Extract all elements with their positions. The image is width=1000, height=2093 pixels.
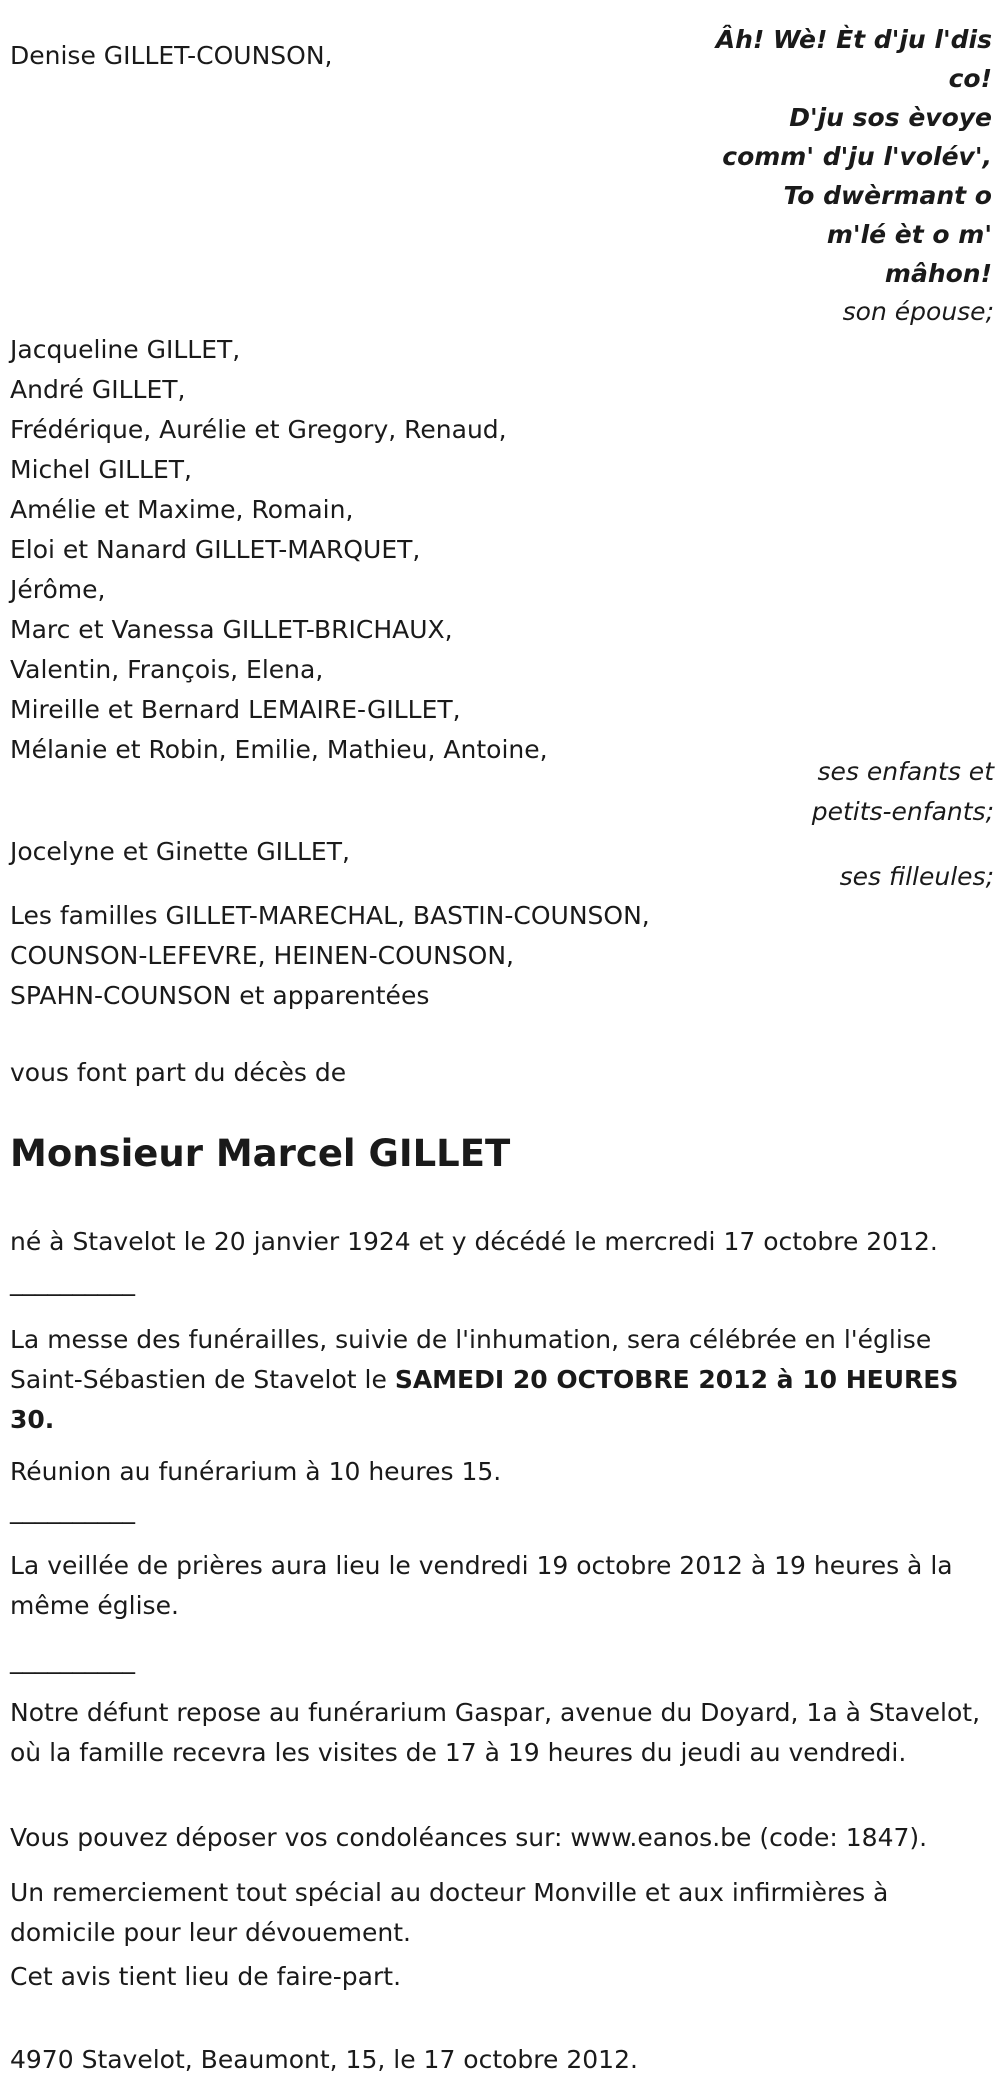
- funeral-info: [10, 1320, 992, 1440]
- poem-line: D'ju sos èvoye: [789, 103, 992, 132]
- family-line: Jacqueline GILLET,: [10, 335, 241, 364]
- announcement: vous font part du décès de: [10, 1058, 347, 1087]
- family-line: André GILLET,: [10, 375, 186, 404]
- spouse-role: son épouse;: [842, 297, 994, 326]
- condolences-info: Vous pouvez déposer vos condoléances sur: www.eanos.be (code: 1847).: [10, 1823, 928, 1852]
- family-line: Jérôme,: [10, 575, 106, 604]
- family-line: Valentin, François, Elena,: [10, 655, 324, 684]
- funeral-meeting: Réunion au funérarium à 10 heures 15.: [10, 1457, 502, 1486]
- family-line: COUNSON-LEFEVRE, HEINEN-COUNSON,: [10, 941, 514, 970]
- birth-death-info: né à Stavelot le 20 janvier 1924 et y décédé le mercredi 17 octobre 2012.: [10, 1227, 938, 1256]
- family-line: Frédérique, Aurélie et Gregory, Renaud,: [10, 415, 507, 444]
- repose-info: Notre défunt repose au funérarium Gaspar, avenue du Doyard, 1a à Stavelot, où la famille recevra les visites de 17 à 19 heures du jeudi au vendredi.: [10, 1698, 981, 1767]
- family-line: SPAHN-COUNSON et apparentées: [10, 981, 430, 1010]
- family-line: Les familles GILLET-MARECHAL, BASTIN-COUNSON,: [10, 901, 650, 930]
- poem-line: comm' d'ju l'volév',: [722, 142, 992, 171]
- poem-line: To dwèrmant o: [783, 181, 992, 210]
- separator: __________: [10, 1495, 135, 1524]
- family-line: Eloi et Nanard GILLET-MARQUET,: [10, 535, 421, 564]
- poem-line: Âh! Wè! Èt d'ju l'dis: [715, 25, 992, 54]
- godchildren-names: Jocelyne et Ginette GILLET,: [10, 837, 350, 866]
- children-role-line2: petits-enfants;: [811, 797, 994, 826]
- families-block: [10, 896, 650, 1016]
- poem-line: mâhon!: [884, 259, 992, 288]
- family-line: Michel GILLET,: [10, 455, 192, 484]
- vigil-info: La veillée de prières aura lieu le vendredi 19 octobre 2012 à 19 heures à la même église.: [10, 1551, 953, 1620]
- family-line: Mélanie et Robin, Emilie, Mathieu, Antoine,: [10, 735, 548, 764]
- walloon-poem: [652, 20, 992, 293]
- deceased-name: Monsieur Marcel GILLET: [10, 1132, 511, 1175]
- address-date: 4970 Stavelot, Beaumont, 15, le 17 octobre 2012.: [10, 2045, 638, 2074]
- spouse-block: [10, 0, 992, 330]
- children-block: [10, 330, 992, 770]
- separator: __________: [10, 1267, 135, 1296]
- funeral-text: La messe des funérailles, suivie de l'inhumation, sera célébrée en l'église Saint-Sébastien de Stavelot le: [10, 1325, 932, 1394]
- thanks-message: Un remerciement tout spécial au docteur Monville et aux infirmières à domicile pour leur dévouement.: [10, 1878, 889, 1947]
- children-role-line1: ses enfants et: [817, 757, 994, 786]
- family-line: Mireille et Bernard LEMAIRE-GILLET,: [10, 695, 461, 724]
- family-line: Marc et Vanessa GILLET-BRICHAUX,: [10, 615, 453, 644]
- separator: __________: [10, 1645, 135, 1674]
- spouse-name: Denise GILLET-COUNSON,: [10, 41, 333, 70]
- godchildren-role: ses filleules;: [839, 862, 994, 891]
- funeral-date: SAMEDI 20 OCTOBRE 2012 à 10 HEURES 30.: [10, 1365, 959, 1434]
- poem-line: m'lé èt o m': [826, 220, 992, 249]
- notice: Cet avis tient lieu de faire-part.: [10, 1962, 402, 1991]
- family-line: Amélie et Maxime, Romain,: [10, 495, 354, 524]
- poem-line: co!: [948, 64, 992, 93]
